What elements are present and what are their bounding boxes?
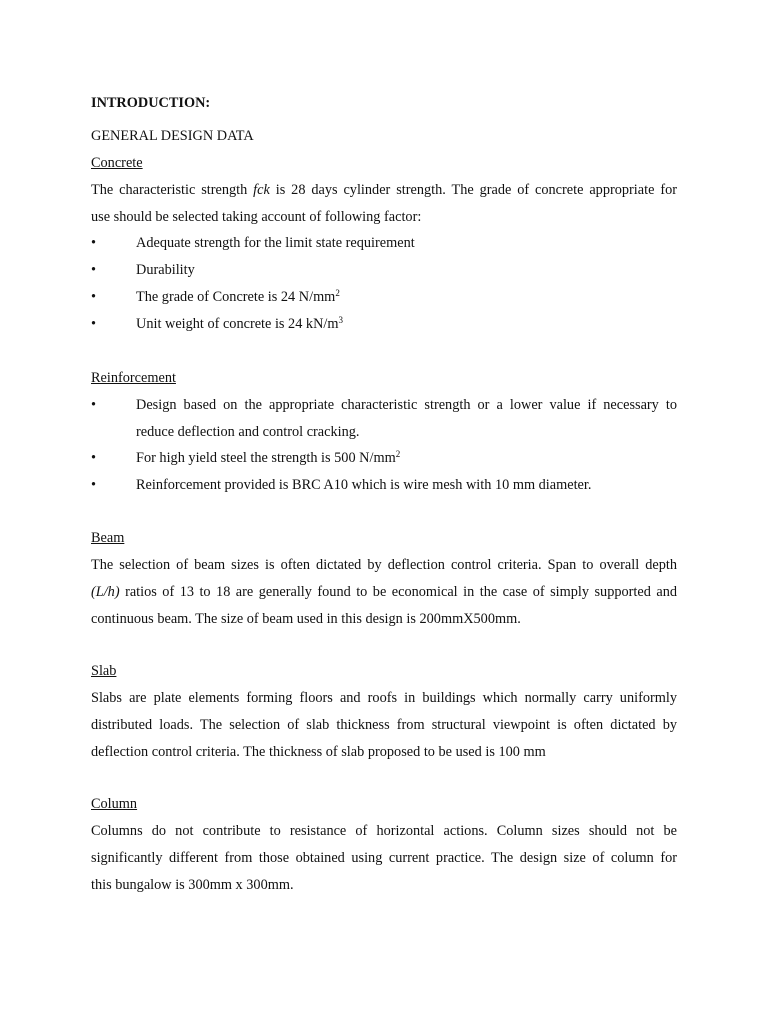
concrete-bullet-durability: Durability: [136, 262, 195, 278]
column-paragraph-line-2: significantly different from those obtained using current practice. The design size of column for: [91, 850, 677, 866]
concrete-paragraph-line-2: use should be selected taking account of following factor:: [91, 209, 422, 225]
beam-paragraph-line-2: [91, 583, 677, 601]
concrete-bullet-strength: Adequate strength for the limit state requirement: [136, 235, 415, 251]
beam-paragraph-line-3: continuous beam. The size of beam used in this design is 200mmX500mm.: [91, 611, 521, 627]
column-paragraph-line-3: this bungalow is 300mm x 300mm.: [91, 877, 294, 893]
concrete-grade-text: The grade of Concrete is 24 N/mm: [136, 289, 336, 305]
concrete-heading: Concrete: [91, 155, 143, 171]
reinforcement-bullet-design-line-2: reduce deflection and control cracking.: [136, 424, 360, 440]
general-design-data-heading: GENERAL DESIGN DATA: [91, 128, 254, 144]
bullet-icon: •: [91, 289, 97, 305]
bullet-icon: •: [91, 477, 97, 493]
beam-line-2-text: ratios of 13 to 18 are generally found to be economical in the case of simply supported and: [119, 584, 677, 600]
reinforcement-bullet-design-line-1: Design based on the appropriate characteristic strength or a lower value if necessary to: [136, 397, 677, 413]
reinforcement-bullet-steel: [136, 449, 400, 467]
bullet-icon: •: [91, 397, 97, 413]
slab-paragraph-line-2: distributed loads. The selection of slab thickness from structural viewpoint is often dictated by: [91, 717, 677, 733]
beam-paragraph-line-1: The selection of beam sizes is often dictated by deflection control criteria. Span to overall depth: [91, 557, 677, 573]
beam-heading: Beam: [91, 530, 125, 546]
reinforcement-bullet-brc: Reinforcement provided is BRC A10 which is wire mesh with 10 mm diameter.: [136, 477, 592, 493]
superscript: 2: [395, 449, 401, 459]
superscript: 2: [335, 288, 340, 298]
slab-paragraph-line-3: deflection control criteria. The thickness of slab proposed to be used is 100 mm: [91, 744, 546, 760]
concrete-bullet-unit-weight: [136, 315, 343, 333]
steel-strength-text: For high yield steel the strength is 500 N/mm: [136, 450, 396, 466]
slab-heading: Slab: [91, 663, 117, 679]
concrete-bullet-grade: [136, 288, 340, 306]
slab-paragraph-line-1: Slabs are plate elements forming floors and roofs in buildings which normally carry uniformly: [91, 690, 677, 706]
fck-symbol: fck: [253, 182, 270, 198]
column-paragraph-line-1: Columns do not contribute to resistance of horizontal actions. Column sizes should not be: [91, 823, 677, 839]
bullet-icon: •: [91, 235, 97, 251]
reinforcement-heading: Reinforcement: [91, 370, 176, 386]
superscript: 3: [338, 315, 343, 325]
bullet-icon: •: [91, 316, 97, 332]
bullet-icon: •: [91, 262, 97, 278]
span-depth-ratio: (L/h): [91, 584, 120, 600]
concrete-paragraph-line-1: [91, 181, 677, 199]
concrete-unit-weight-text: Unit weight of concrete is 24 kN/m: [136, 316, 339, 332]
column-heading: Column: [91, 796, 138, 812]
concrete-p1-a: The characteristic strength: [91, 182, 254, 198]
document-title: INTRODUCTION:: [91, 95, 211, 111]
bullet-icon: •: [91, 450, 97, 466]
concrete-p1-b: is 28 days cylinder strength. The grade of concrete appropriate for: [269, 182, 677, 198]
